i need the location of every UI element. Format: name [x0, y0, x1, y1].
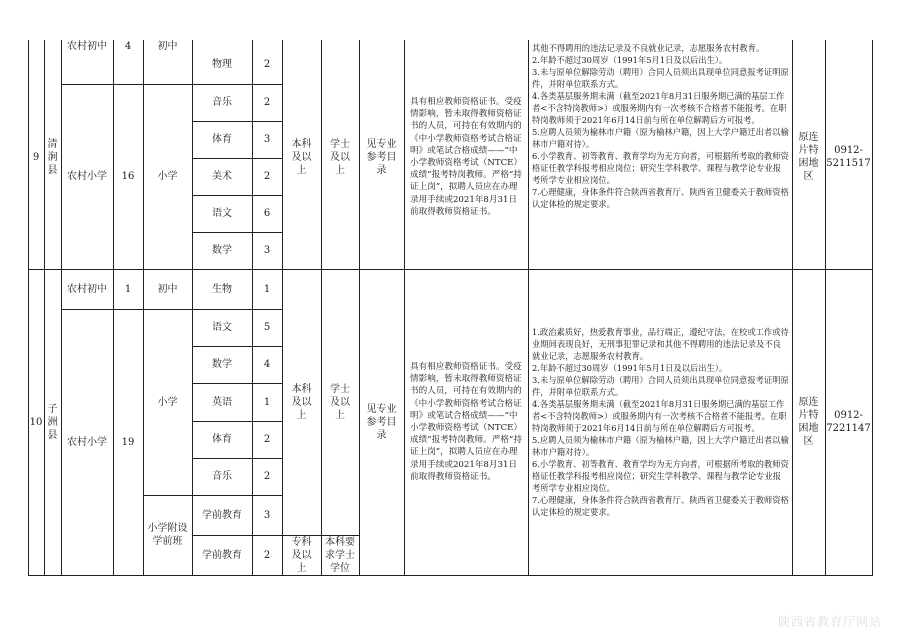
subject-9-math: 数学: [212, 245, 232, 256]
subject-count-10-biology: 1: [263, 283, 271, 295]
requirement-item: 6.小学教育、初等教育、教育学均为无方向者，可根据所考取的教师资格证任教学科报考相应岗位；研究生学科教学、课程与教学论专业报考所学专业相应岗位。: [532, 459, 789, 493]
stage-junior-9-cut: 初中: [157, 40, 178, 52]
education-10-preschool: 专科及以上: [291, 536, 312, 574]
grid-line: [792, 40, 793, 576]
county-9: [44, 45, 61, 269]
count-9: 16: [121, 171, 135, 182]
county-char: 县: [47, 164, 58, 176]
subject-count-10-chinese: 5: [263, 322, 271, 333]
requirement-item: 2.年龄不超过30周岁（1991年5月1日及以后出生）。: [532, 363, 728, 373]
grid-line: [28, 40, 29, 576]
grid-line: [359, 40, 360, 576]
subject-count-10-english: 1: [263, 396, 271, 408]
grid-line: [282, 40, 283, 576]
subject-9-pe: 体育: [212, 134, 232, 145]
grid-line: [192, 158, 282, 159]
degree-9: 学士及以上: [330, 138, 350, 176]
requirement-item: 6.小学教育、初等教育、教育学均为无方向者，可根据所考取的教师资格证任教学科报考相应岗位；研究生学科教学、课程与教学论专业报考所学专业相应岗位。: [532, 151, 789, 185]
grid-line: [113, 40, 114, 576]
subject-count-10-music: 2: [263, 471, 271, 482]
school-junior-10: 农村初中: [67, 283, 107, 295]
education-10: 本科及以上: [291, 383, 312, 421]
grid-line: [528, 40, 529, 576]
subject-10-chinese: 语文: [212, 322, 232, 333]
watermark: 陕西省教育厅网站: [777, 615, 882, 629]
school-10: 农村小学: [67, 436, 107, 448]
requirement-item: 7.心理健康，身体条件符合陕西省教育厅、陕西省卫健委关于教师资格认定体检的规定要求。: [532, 495, 789, 517]
requirement-item: 7.心理健康，身体条件符合陕西省教育厅、陕西省卫健委关于教师资格认定体检的规定要求。: [532, 187, 789, 209]
count-junior-9-cut: 4: [124, 40, 132, 52]
grid-line: [192, 458, 282, 459]
grid-line: [44, 40, 45, 576]
grid-line: [872, 40, 873, 576]
stage-junior-10: 初中: [157, 283, 178, 295]
subject-count-9-chinese: 6: [263, 208, 271, 219]
grid-line: [321, 40, 322, 576]
requirements-10: [528, 269, 792, 575]
degree-10: 学士及以上: [330, 383, 350, 421]
requirement-item: 5.应聘人员须为榆林市户籍（原为榆林户籍，因上大学户籍迁出者以榆林市户籍对待）。: [532, 435, 789, 457]
requirement-item: 4.各类基层服务期未满（截至2021年8月31日服务期已满的基层工作者<不含特岗教师>）或服务期内有一次考核不合格者不能报考。在职特岗教师须于2021年6月14日前与所在单位解聘后方可报考。: [532, 399, 787, 433]
qualification-10: 具有相应教师资格证书。受疫情影响，暂未取得教师资格证书的人员，可持在有效期内的《中小学教师资格考试合格证明》或笔试合格成绩——“中小学教师资格考试（NTCE）成绩”报考特岗教师。严格“持证上岗”，拟聘人员应在办理录用手续或2021年8月31日前取得教师资格证书。: [410, 361, 523, 482]
grid-line: [61, 40, 62, 576]
grid-line: [192, 383, 282, 384]
county-char: 县: [47, 429, 58, 441]
subject-9-art: 美术: [212, 171, 232, 182]
subject-9-chinese: 语文: [212, 208, 232, 219]
requirement-item: 其他不得聘用的违法记录及不良就业记录，志愿服务农村教育。: [532, 43, 765, 53]
grid-line: [192, 421, 282, 422]
qualification-9: 具有相应教师资格证书。受疫情影响，暂未取得教师资格证书的人员，可持在有效期内的《中小学教师资格考试合格证明》或笔试合格成绩——“中小学教师资格考试（NTCE）成绩”报考特岗教师。严格“持证上岗”，拟聘人员应在办理录用手续或2021年8月31日前取得教师资格证书。: [410, 96, 523, 217]
subject-count-9-art: 2: [263, 171, 271, 182]
requirements-9: [528, 36, 792, 269]
county-char: 清: [47, 138, 58, 150]
grid-line: [825, 40, 826, 576]
grid-line: [404, 40, 405, 576]
stage-9: 小学: [157, 171, 178, 182]
subject-count-9-pe: 3: [263, 134, 271, 145]
grid-line: [61, 84, 282, 85]
grid-line: [28, 575, 873, 576]
degree-10-preschool: 本科要求学士学位: [325, 536, 355, 574]
grid-line: [192, 232, 282, 233]
subject-10-preschool-a: 学前教育: [202, 509, 242, 521]
grid-line: [192, 346, 282, 347]
school-junior-9-cut: 农村初中: [67, 40, 107, 52]
subject-count-10-pe: 2: [263, 434, 271, 445]
subject-10-preschool-b: 学前教育: [202, 549, 242, 561]
major-9: 见专业参考目录: [366, 138, 397, 176]
grid-line: [192, 535, 359, 536]
subject-10-english: 英语: [212, 396, 232, 408]
school-9: 农村小学: [67, 171, 107, 182]
subject-10-math: 数学: [212, 359, 232, 370]
stage-10: 小学: [157, 396, 178, 408]
phone-10: 0912-7221147: [826, 410, 871, 434]
count-10: 19: [121, 436, 135, 448]
subject-9-music: 音乐: [212, 97, 232, 108]
county-char: 涧: [47, 151, 58, 163]
county-10: [44, 269, 61, 575]
count-junior-10: 1: [124, 283, 132, 295]
serial-9: 9: [32, 151, 40, 163]
subject-count-9-music: 2: [263, 97, 271, 108]
requirement-item: 5.应聘人员须为榆林市户籍（原为榆林户籍，因上大学户籍迁出者以榆林市户籍对待）。: [532, 127, 789, 149]
requirement-item: 4.各类基层服务期未满（截至2021年8月31日服务期已满的基层工作者<不含特岗教师>）或服务期内有一次考核不合格者不能报考。在职特岗教师须于2021年6月14日前与所在单位解聘后方可报考。: [532, 91, 787, 125]
major-10: 见专业参考目录: [366, 403, 397, 441]
county-char: 洲: [47, 416, 58, 428]
requirement-item: 3.未与原单位解除劳动（聘用）合同人员须出具现单位同意报考证明原件，并附单位联系方式。: [532, 375, 789, 397]
grid-line: [192, 195, 282, 196]
area-10: 原连片特困地区: [798, 397, 819, 447]
grid-line: [143, 495, 282, 496]
subject-count-9-physics: 2: [263, 59, 271, 70]
county-char: 子: [47, 403, 58, 415]
subject-count-10-preschool-a: 3: [263, 509, 271, 521]
subject-9-physics: 物理: [212, 59, 232, 70]
subject-10-pe: 体育: [212, 434, 232, 445]
education-9: 本科及以上: [291, 138, 312, 176]
grid-line: [192, 121, 282, 122]
grid-line: [28, 269, 873, 270]
subject-count-9-math: 3: [263, 245, 271, 256]
subject-count-10-preschool-b: 2: [263, 549, 271, 561]
preschool-stage-10: 小学附设学前班: [147, 523, 188, 547]
subject-count-10-math: 4: [263, 359, 271, 370]
subject-10-music: 音乐: [212, 471, 232, 482]
requirement-item: 2.年龄不超过30周岁（1991年5月1日及以后出生）。: [532, 55, 728, 65]
requirement-item: 3.未与原单位解除劳动（聘用）合同人员须出具现单位同意报考证明原件，并附单位联系方式。: [532, 67, 789, 89]
grid-line: [61, 309, 282, 310]
area-9: 原连片特困地区: [798, 132, 819, 182]
phone-9: 0912-5211517: [826, 145, 871, 169]
serial-10: 10: [29, 416, 43, 428]
subject-10-biology: 生物: [212, 283, 232, 295]
requirement-item: 1.政治素质好，热爱教育事业，品行端正，遵纪守法，在校或工作或待业期间表现良好，无刑事犯罪记录和其他不得聘用的违法记录及不良就业记录，志愿服务农村教育。: [532, 327, 789, 361]
